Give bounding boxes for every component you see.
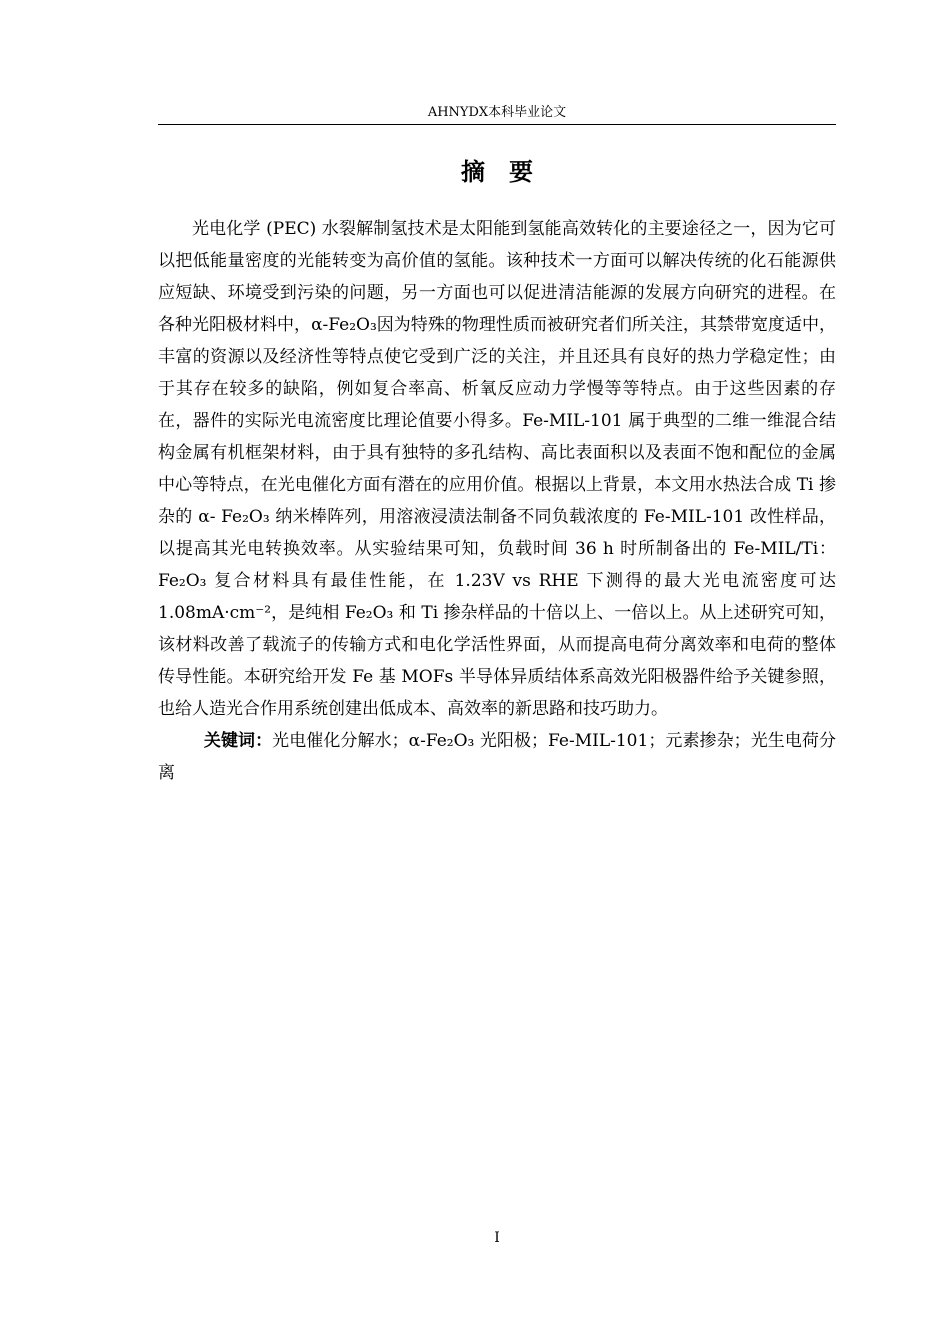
abstract-body: [158, 213, 836, 789]
abstract-title: 摘 要: [461, 158, 533, 186]
running-header: AHNYDX本科毕业论文: [427, 105, 567, 120]
keywords-label: 关键词：: [203, 731, 273, 751]
header-rule: [158, 124, 836, 125]
keywords-text: 光电催化分解水；α-Fe₂O₃ 光阳极；Fe-MIL-101；元素掺杂；光生电荷分离: [158, 731, 836, 783]
page-number: I: [494, 1230, 500, 1246]
keywords-line: [158, 725, 836, 789]
abstract-paragraph: 光电化学 (PEC) 水裂解制氢技术是太阳能到氢能高效转化的主要途径之一，因为它可以把低能量密度的光能转变为高价值的氢能。该种技术一方面可以解决传统的化石能源供应短缺、环境受到污染的问题，另一方面也可以促进清洁能源的发展方向研究的进程。在各种光阳极材料中，α-Fe₂O₃因为特殊的物理性质而被研究者们所关注，其禁带宽度适中，丰富的资源以及经济性等特点使它受到广泛的关注，并且还具有良好的热力学稳定性；由于其存在较多的缺陷，例如复合率高、析氧反应动力学慢等等特点。由于这些因素的存在，器件的实际光电流密度比理论值要小得多。Fe-MIL-101 属于典型的二维一维混合结构金属有机框架材料，由于具有独特的多孔结构、高比表面积以及表面不饱和配位的金属中心等特点，在光电催化方面有潜在的应用价值。根据以上背景，本文用水热法合成 Ti 掺杂的 α- Fe₂O₃ 纳米棒阵列，用溶液浸渍法制备不同负载浓度的 Fe-MIL-101 改性样品，以提高其光电转换效率。从实验结果可知，负载时间 36 h 时所制备出的 Fe-MIL/Ti：Fe₂O₃ 复合材料具有最佳性能，在 1.23V vs RHE 下测得的最大光电流密度可达 1.08mA·cm⁻²，是纯相 Fe₂O₃ 和 Ti 掺杂样品的十倍以上、一倍以上。从上述研究可知，该材料改善了载流子的传输方式和电化学活性界面，从而提高电荷分离效率和电荷的整体传导性能。本研究给开发 Fe 基 MOFs 半导体异质结体系高效光阳极器件给予关键参照，也给人造光合作用系统创建出低成本、高效率的新思路和技巧助力。: [158, 219, 836, 719]
